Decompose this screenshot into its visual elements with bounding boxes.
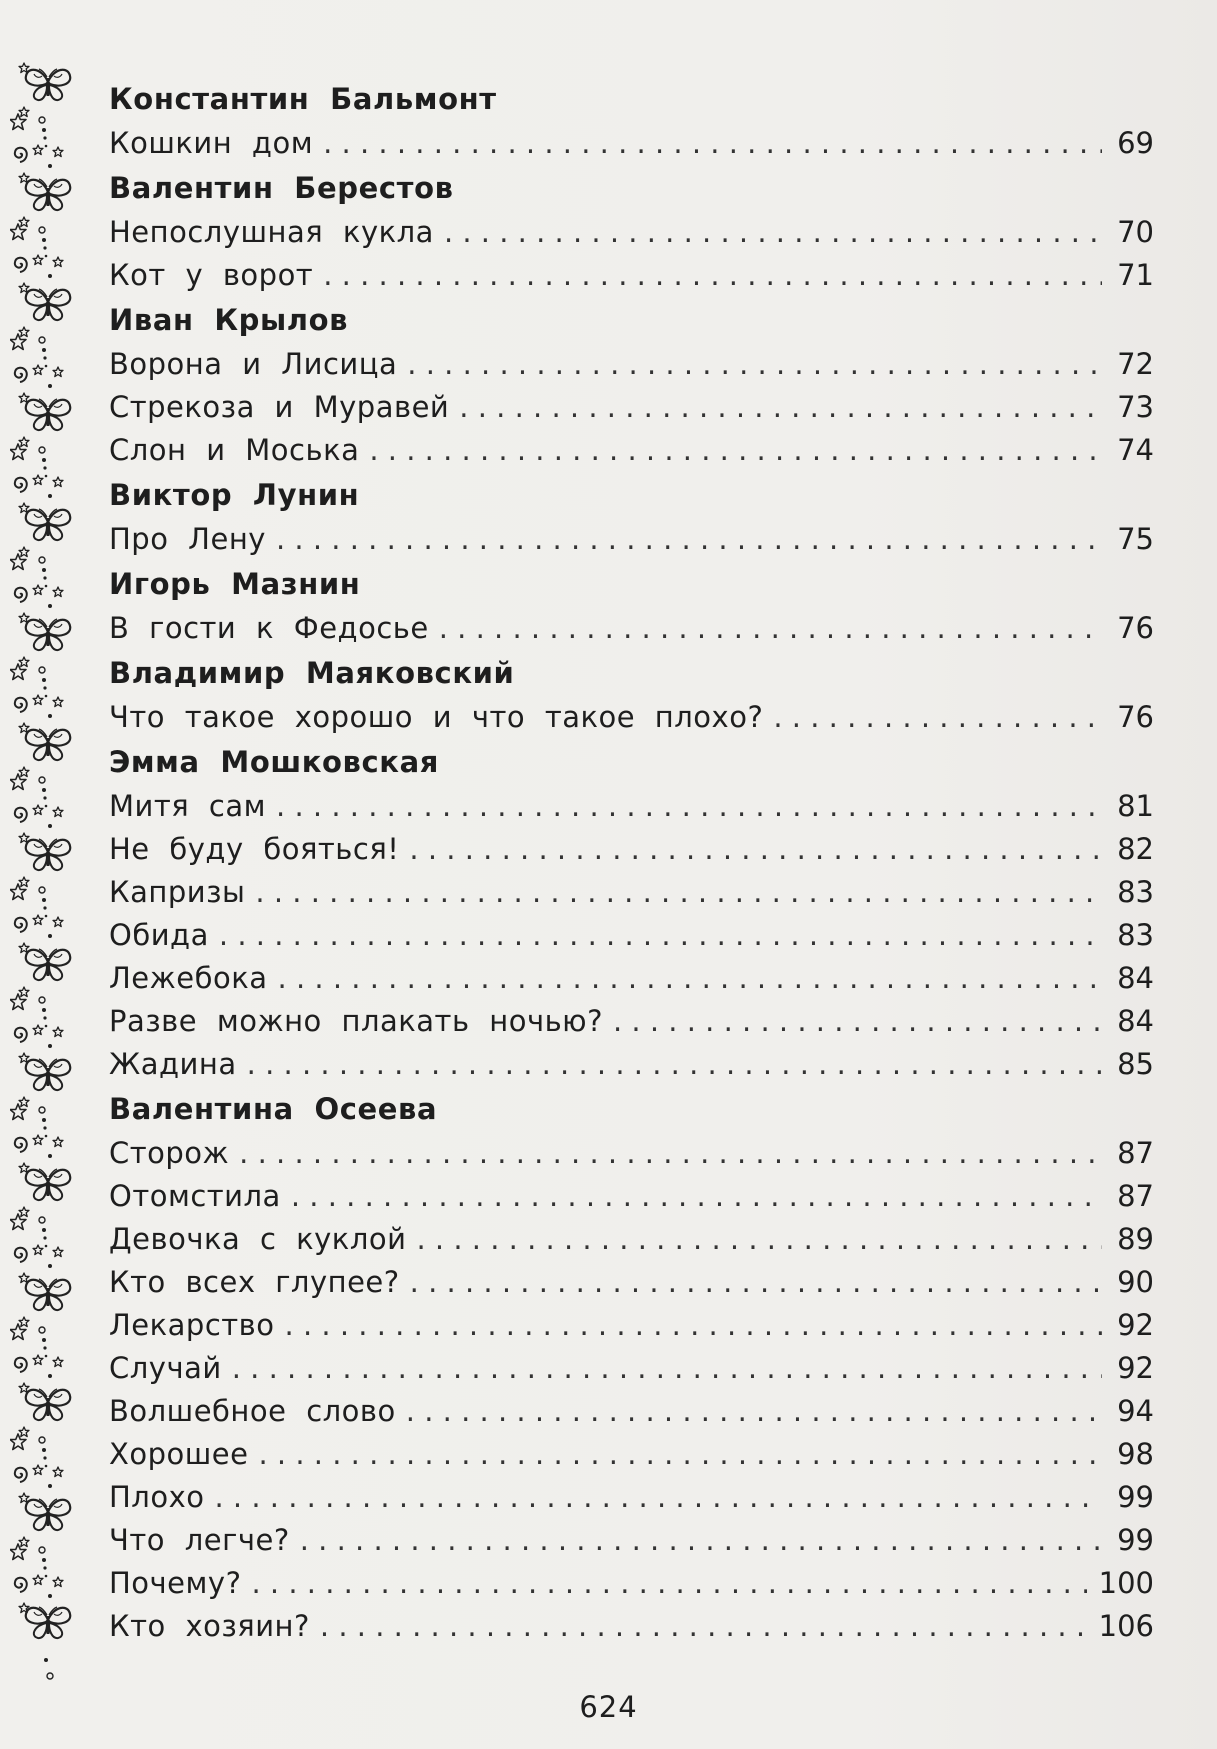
entry-page-number: 82 — [1117, 832, 1154, 866]
dot-leader — [416, 1218, 1102, 1261]
entry-title: Кошкин дом — [109, 126, 314, 160]
toc-entry — [109, 607, 1154, 650]
entry-title: Волшебное слово — [109, 1394, 396, 1428]
entry-title: Разве можно плакать ночью? — [109, 1004, 603, 1038]
entry-title: Ворона и Лисица — [109, 347, 398, 381]
dot-leader — [239, 1132, 1102, 1175]
toc-entry — [109, 1043, 1154, 1086]
entry-title: Случай — [109, 1351, 222, 1385]
toc-entry — [109, 957, 1154, 1000]
entry-page-number: 87 — [1117, 1179, 1154, 1213]
entry-page-number: 92 — [1117, 1351, 1154, 1385]
toc-entry — [109, 785, 1154, 828]
dot-leader — [459, 386, 1102, 429]
toc-entry — [109, 1562, 1154, 1605]
toc-entry — [109, 1347, 1154, 1390]
entry-page-number: 90 — [1117, 1265, 1154, 1299]
table-of-contents — [109, 76, 1154, 1648]
toc-entry — [109, 1218, 1154, 1261]
dot-leader — [613, 1000, 1102, 1043]
toc-entry — [109, 386, 1154, 429]
entry-title: Хорошее — [109, 1437, 249, 1471]
author-heading: Эмма Мошковская — [109, 745, 439, 779]
entry-title: Лекарство — [109, 1308, 275, 1342]
dot-leader — [444, 211, 1102, 254]
entry-title: Отомстила — [109, 1179, 281, 1213]
dot-leader — [320, 1605, 1087, 1648]
dot-leader — [323, 254, 1102, 297]
toc-entry — [109, 1304, 1154, 1347]
dot-leader — [407, 343, 1102, 386]
author-heading: Константин Бальмонт — [109, 82, 497, 116]
entry-page-number: 99 — [1117, 1480, 1154, 1514]
dot-leader — [369, 429, 1102, 472]
toc-entry — [109, 429, 1154, 472]
toc-entry — [109, 1390, 1154, 1433]
entry-title: Про Лену — [109, 522, 266, 556]
dot-leader — [406, 1390, 1102, 1433]
entry-title: Не буду бояться! — [109, 832, 400, 866]
dot-leader — [276, 518, 1102, 561]
entry-page-number: 83 — [1117, 875, 1154, 909]
toc-entry — [109, 1132, 1154, 1175]
entry-title: Что такое хорошо и что такое плохо? — [109, 700, 764, 734]
entry-page-number: 84 — [1117, 1004, 1154, 1038]
author-heading: Валентина Осеева — [109, 1092, 438, 1126]
entry-title: Жадина — [109, 1047, 237, 1081]
entry-page-number: 100 — [1098, 1566, 1154, 1600]
toc-entry — [109, 1433, 1154, 1476]
entry-title: Лежебока — [109, 961, 268, 995]
entry-page-number: 83 — [1117, 918, 1154, 952]
entry-page-number: 69 — [1117, 126, 1154, 160]
dot-leader — [410, 1261, 1102, 1304]
entry-title: Почему? — [109, 1566, 242, 1600]
entry-title: Плохо — [109, 1480, 205, 1514]
entry-page-number: 76 — [1117, 700, 1154, 734]
dot-leader — [215, 1476, 1103, 1519]
entry-page-number: 70 — [1117, 215, 1154, 249]
toc-entry — [109, 871, 1154, 914]
toc-entry — [109, 254, 1154, 297]
author-heading: Игорь Мазнин — [109, 567, 361, 601]
entry-page-number: 72 — [1117, 347, 1154, 381]
toc-entry — [109, 122, 1154, 165]
entry-page-number: 92 — [1117, 1308, 1154, 1342]
author-heading: Валентин Берестов — [109, 171, 454, 205]
entry-page-number: 85 — [1117, 1047, 1154, 1081]
entry-title: Митя сам — [109, 789, 267, 823]
entry-page-number: 74 — [1117, 433, 1154, 467]
entry-title: Сторож — [109, 1136, 230, 1170]
dot-leader — [291, 1175, 1102, 1218]
toc-entry — [109, 1605, 1154, 1648]
entry-page-number: 89 — [1117, 1222, 1154, 1256]
entry-page-number: 94 — [1117, 1394, 1154, 1428]
dot-leader — [276, 785, 1102, 828]
dot-leader — [409, 828, 1102, 871]
toc-entry — [109, 828, 1154, 871]
toc-entry — [109, 1175, 1154, 1218]
toc-entry — [109, 518, 1154, 561]
toc-entry — [109, 1000, 1154, 1043]
page-number: 624 — [579, 1690, 638, 1724]
author-heading: Владимир Маяковский — [109, 656, 515, 690]
entry-page-number: 71 — [1117, 258, 1154, 292]
entry-title: Кот у ворот — [109, 258, 314, 292]
toc-entry — [109, 343, 1154, 386]
dot-leader — [258, 1433, 1102, 1476]
entry-title: Девочка с куклой — [109, 1222, 407, 1256]
dot-leader — [773, 696, 1102, 739]
entry-title: Кто хозяин? — [109, 1609, 310, 1643]
dot-leader — [251, 1562, 1086, 1605]
dot-leader — [247, 1043, 1102, 1086]
dot-leader — [439, 607, 1102, 650]
entry-page-number: 87 — [1117, 1136, 1154, 1170]
entry-page-number: 84 — [1117, 961, 1154, 995]
toc-entry — [109, 1261, 1154, 1304]
dot-leader — [323, 122, 1102, 165]
entry-page-number: 76 — [1117, 611, 1154, 645]
entry-page-number: 98 — [1117, 1437, 1154, 1471]
dot-leader — [285, 1304, 1102, 1347]
author-heading: Иван Крылов — [109, 303, 349, 337]
entry-page-number: 73 — [1117, 390, 1154, 424]
entry-title: Слон и Моська — [109, 433, 360, 467]
dot-leader — [255, 871, 1102, 914]
entry-page-number: 81 — [1117, 789, 1154, 823]
dot-leader — [232, 1347, 1102, 1390]
entry-title: Непослушная кукла — [109, 215, 434, 249]
entry-title: В гости к Федосье — [109, 611, 429, 645]
dot-leader — [300, 1519, 1102, 1562]
entry-page-number: 99 — [1117, 1523, 1154, 1557]
entry-title: Обида — [109, 918, 209, 952]
toc-entry — [109, 211, 1154, 254]
entry-title: Кто всех глупее? — [109, 1265, 400, 1299]
entry-title: Стрекоза и Муравей — [109, 390, 450, 424]
toc-entry — [109, 1519, 1154, 1562]
entry-title: Капризы — [109, 875, 246, 909]
decorative-border — [10, 60, 90, 1700]
author-heading: Виктор Лунин — [109, 478, 360, 512]
entry-page-number: 75 — [1117, 522, 1154, 556]
entry-page-number: 106 — [1098, 1609, 1154, 1643]
entry-title: Что легче? — [109, 1523, 290, 1557]
toc-entry — [109, 914, 1154, 957]
toc-entry — [109, 1476, 1154, 1519]
dot-leader — [278, 957, 1102, 1000]
toc-entry — [109, 696, 1154, 739]
dot-leader — [219, 914, 1102, 957]
